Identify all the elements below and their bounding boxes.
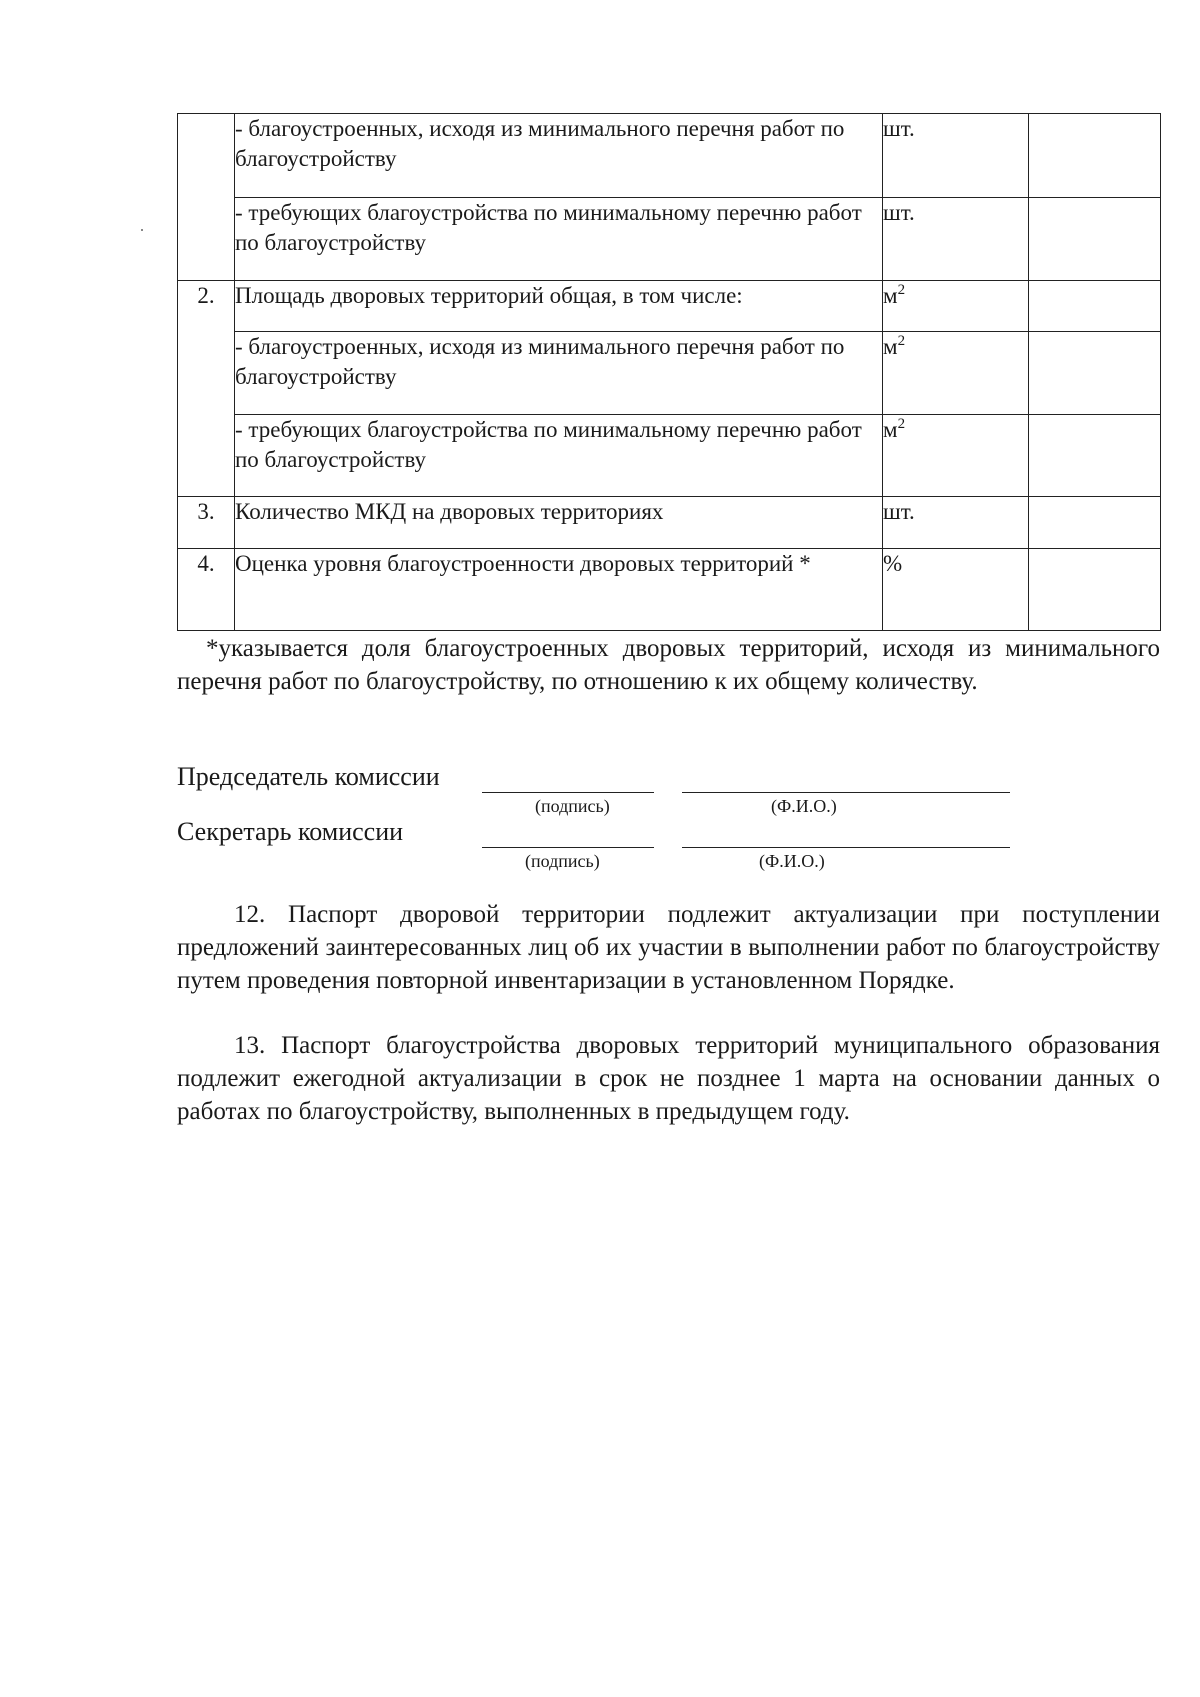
row-unit [883, 332, 1029, 415]
row-text: Оценка уровня благоустроенности дворовых территорий * [235, 549, 883, 631]
secretary-label: Секретарь комиссии [177, 817, 404, 846]
chairman-label: Председатель комиссии [177, 762, 440, 791]
row-unit [883, 549, 1029, 631]
row-value [1029, 114, 1161, 198]
row-text: Площадь дворовых территорий общая, в том числе: [235, 281, 883, 332]
row-number: 3. [178, 497, 235, 549]
row-value [1029, 549, 1161, 631]
unit-text: шт. [883, 499, 915, 524]
row-text: - благоустроенных, исходя из минимального перечня работ по благоустройству [235, 114, 883, 198]
unit-sup: 2 [897, 416, 906, 432]
table-row [178, 497, 1161, 549]
chairman-signature-block [177, 762, 1160, 822]
paragraph-12: 12. Паспорт дворовой территории подлежит актуализации при поступлении предложений заинтересованных лиц об их участии в выполнении работ по благоустройству путем проведения повторной инвентаризации в установленном Порядке. [177, 901, 1160, 994]
table-row [178, 198, 1161, 281]
row-unit [883, 281, 1029, 332]
row-number [178, 114, 235, 198]
unit-text: м [883, 334, 898, 359]
row-number [178, 198, 235, 281]
secretary-name-caption: (Ф.И.О.) [759, 851, 825, 871]
row-number [178, 415, 235, 497]
unit-text: шт. [883, 116, 915, 141]
scan-speck [141, 229, 143, 231]
row-unit [883, 114, 1029, 198]
row-number [178, 332, 235, 415]
table-row [178, 549, 1161, 631]
unit-text: шт. [883, 200, 915, 225]
row-value [1029, 497, 1161, 549]
row-unit [883, 497, 1029, 549]
row-number: 2. [178, 281, 235, 332]
chairman-signature-caption: (подпись) [535, 796, 610, 816]
row-text: Количество МКД на дворовых территориях [235, 497, 883, 549]
chairman-signature-line [482, 792, 654, 793]
territory-table [177, 113, 1161, 631]
unit-text: % [883, 551, 903, 576]
row-value [1029, 281, 1161, 332]
table-row [178, 332, 1161, 415]
chairman-name-caption: (Ф.И.О.) [771, 796, 837, 816]
row-value [1029, 415, 1161, 497]
row-unit [883, 415, 1029, 497]
row-text: - требующих благоустройства по минимальному перечню работ по благоустройству [235, 198, 883, 281]
row-number: 4. [178, 549, 235, 631]
secretary-signature-line [482, 847, 654, 848]
row-unit [883, 198, 1029, 281]
unit-text: м [883, 417, 898, 442]
row-value [1029, 332, 1161, 415]
row-value [1029, 198, 1161, 281]
unit-sup: 2 [897, 282, 906, 298]
unit-text: м [883, 283, 898, 308]
table-row [178, 415, 1161, 497]
table-row [178, 114, 1161, 198]
secretary-signature-caption: (подпись) [525, 851, 600, 871]
row-text: - требующих благоустройства по минимальному перечню работ по благоустройству [235, 415, 883, 497]
unit-sup: 2 [897, 333, 906, 349]
table-row [178, 281, 1161, 332]
table-footnote: *указывается доля благоустроенных дворовых территорий, исходя из минимального перечня работ по благоустройству, по отношению к их общему количеству. [177, 635, 1160, 695]
paragraph-13: 13. Паспорт благоустройства дворовых территорий муниципального образования подлежит ежегодной актуализации в срок не позднее 1 марта на основании данных о работах по благоустройству, выполненных в предыдущем году. [177, 1032, 1160, 1125]
secretary-name-line [682, 847, 1010, 848]
chairman-name-line [682, 792, 1010, 793]
row-text: - благоустроенных, исходя из минимального перечня работ по благоустройству [235, 332, 883, 415]
secretary-signature-block [177, 817, 1160, 877]
